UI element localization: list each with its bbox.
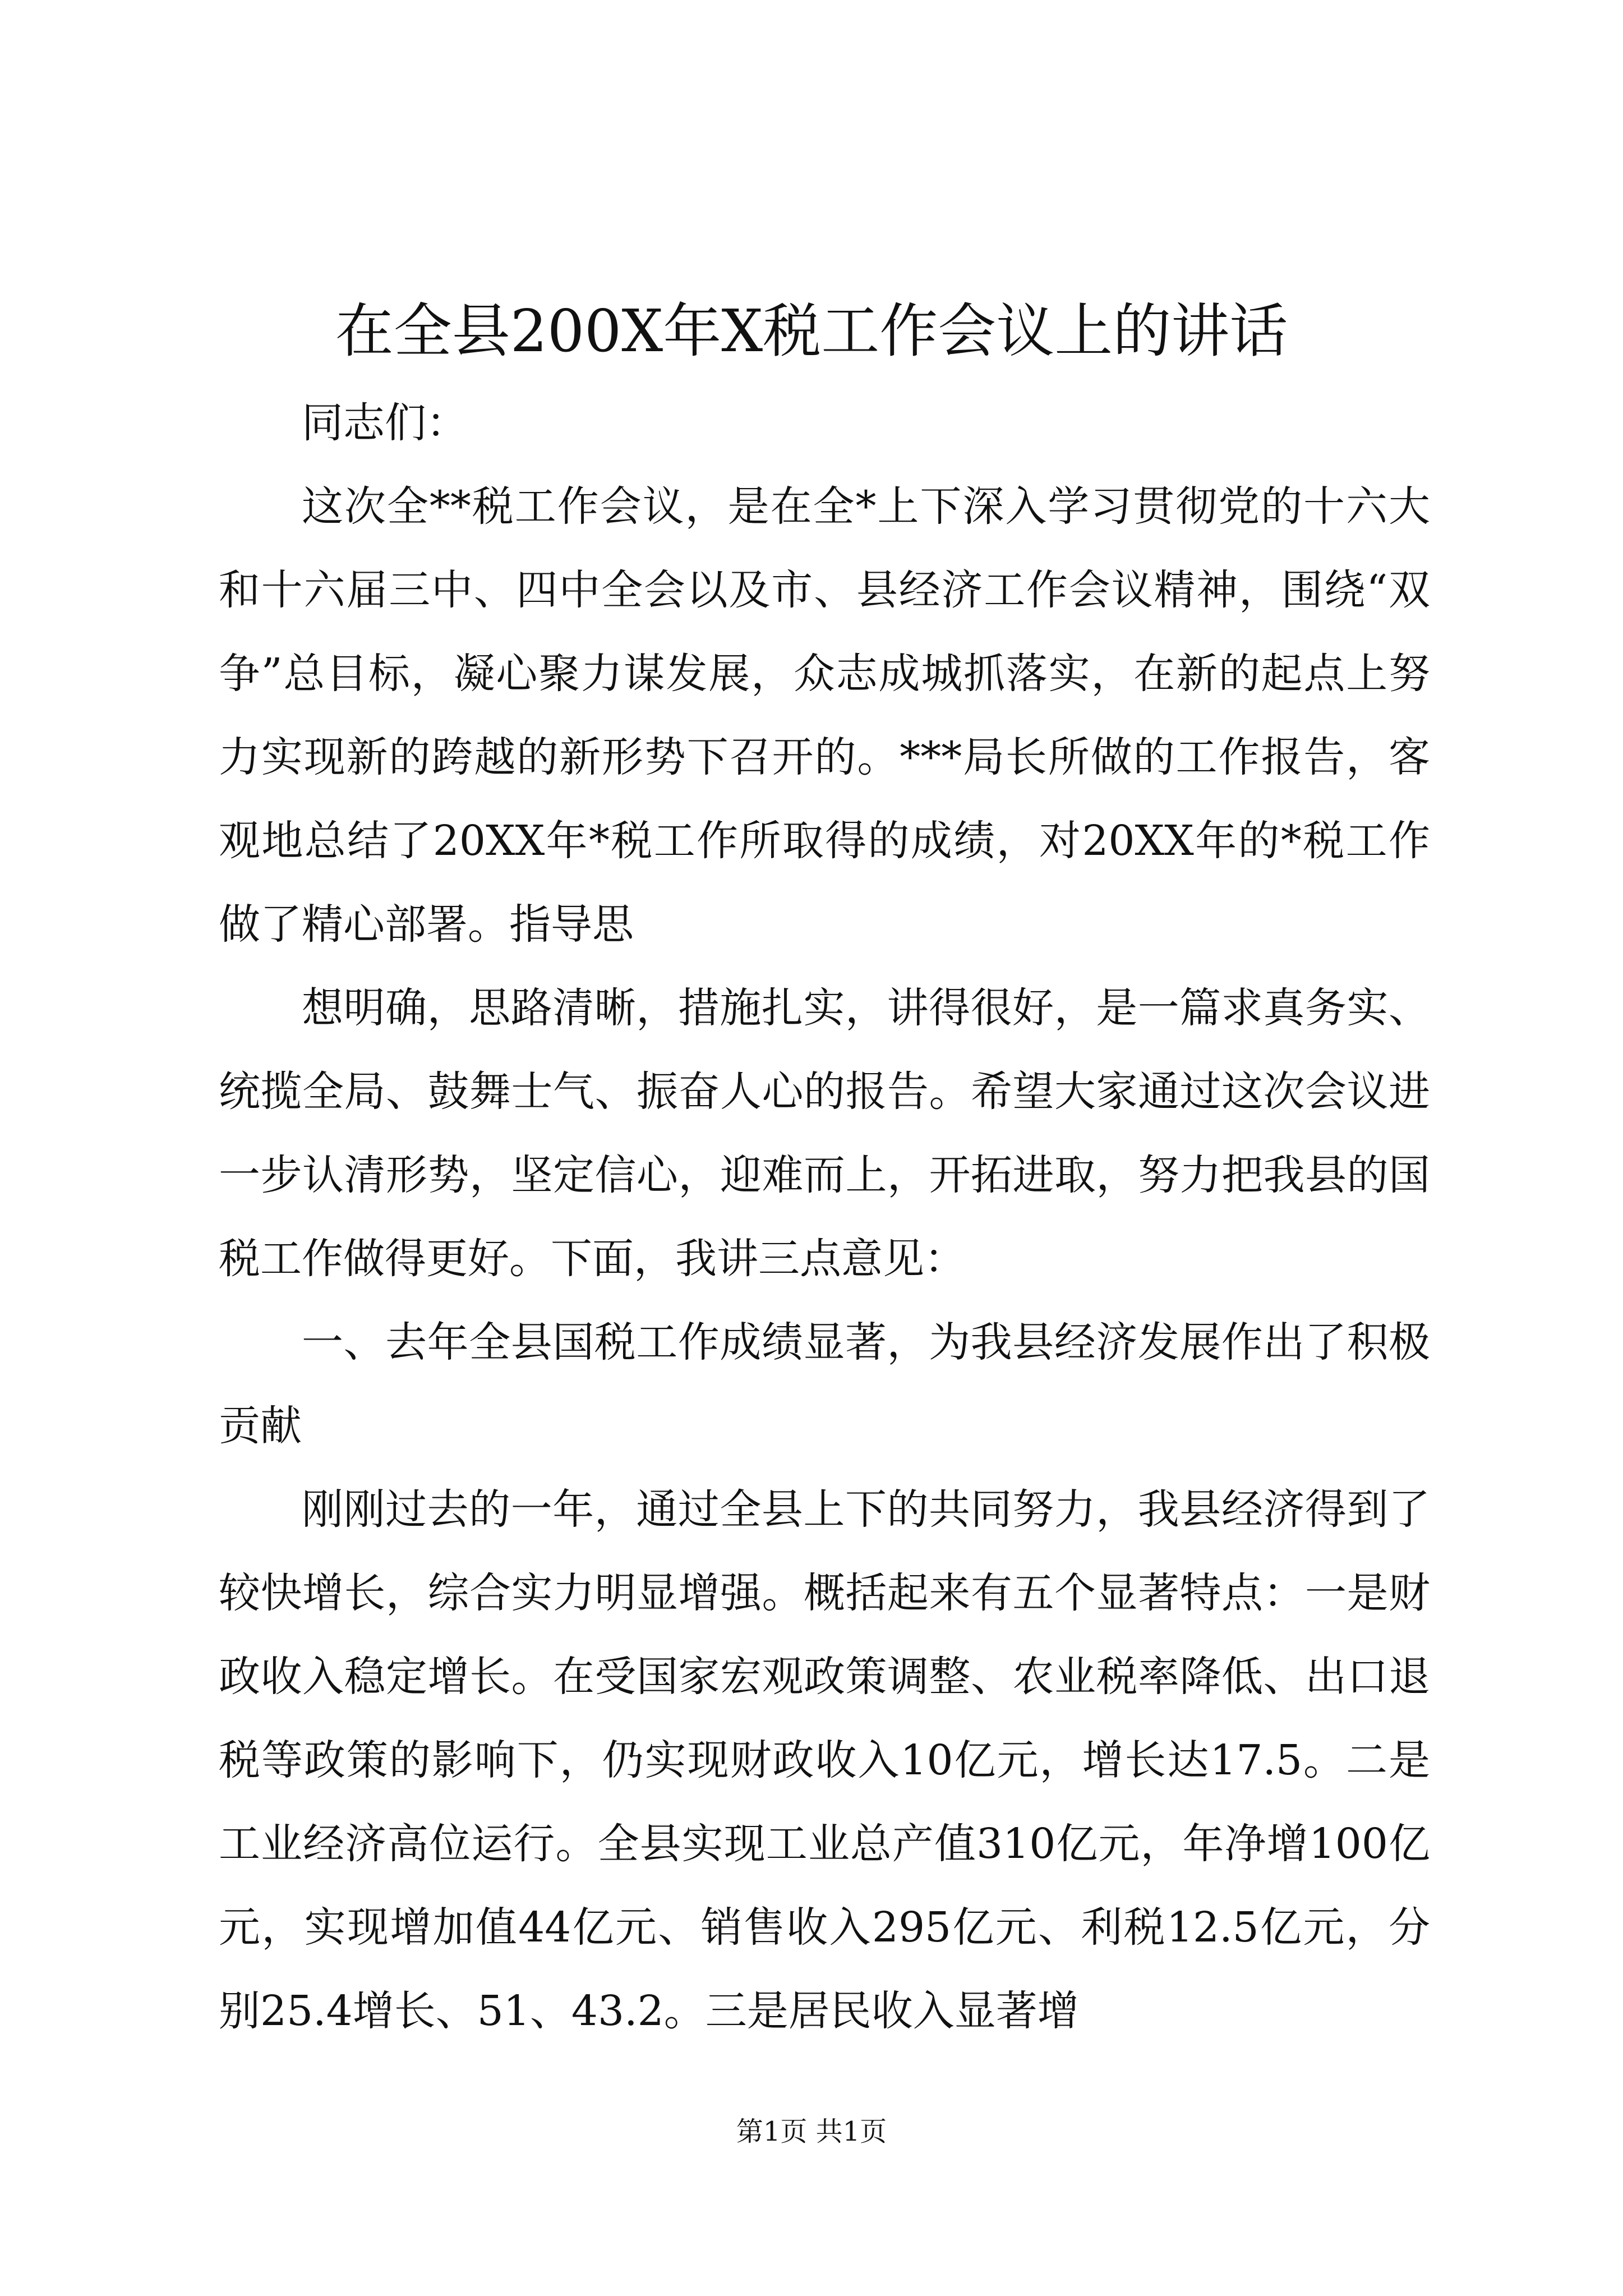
paragraph-report-review: 想明确，思路清晰，措施扎实，讲得很好，是一篇求真务实、统揽全局、鼓舞士气、振奋人心的报告。希望大家通过这次会议进一步认清形势，坚定信心，迎难而上，开拓进取，努力把我县的国税工作做得更好。下面，我讲三点意见：	[219, 984, 1430, 1283]
paragraph-economy-growth: 刚刚过去的一年，通过全县上下的共同努力，我县经济得到了较快增长，综合实力明显增强。概括起来有五个显著特点：一是财政收入稳定增长。在受国家宏观政策调整、农业税率降低、出口退税等政策的影响下，仍实现财政收入10亿元，增长达17.5。二是工业经济高位运行。全县实现工业总产值310亿元，年净增100亿元，实现增加值44亿元、销售收入295亿元、利税12.5亿元，分别25.4增长、51、43.2。三是居民收入显著增	[219, 1485, 1430, 2035]
paragraph-salutation: 同志们：	[302, 399, 468, 447]
document-body	[219, 381, 1430, 2053]
paragraph-meeting-intro: 这次全**税工作会议，是在全*上下深入学习贯彻党的十六大和十六届三中、四中全会以及市、县经济工作会议精神，围绕“双争”总目标，凝心聚力谋发展，众志成城抓落实，在新的起点上努力实现新的跨越的新形势下召开的。***局长所做的工作报告，客观地总结了20XX年*税工作所取得的成绩，对20XX年的*税工作做了精心部署。指导思	[219, 482, 1430, 949]
page-footer: 第1页 共1页	[736, 2116, 887, 2147]
document-title: 在全县200X年X税工作会议上的讲话	[335, 297, 1288, 365]
section-heading-one: 一、去年全县国税工作成绩显著，为我县经济发展作出了积极贡献	[219, 1318, 1430, 1450]
